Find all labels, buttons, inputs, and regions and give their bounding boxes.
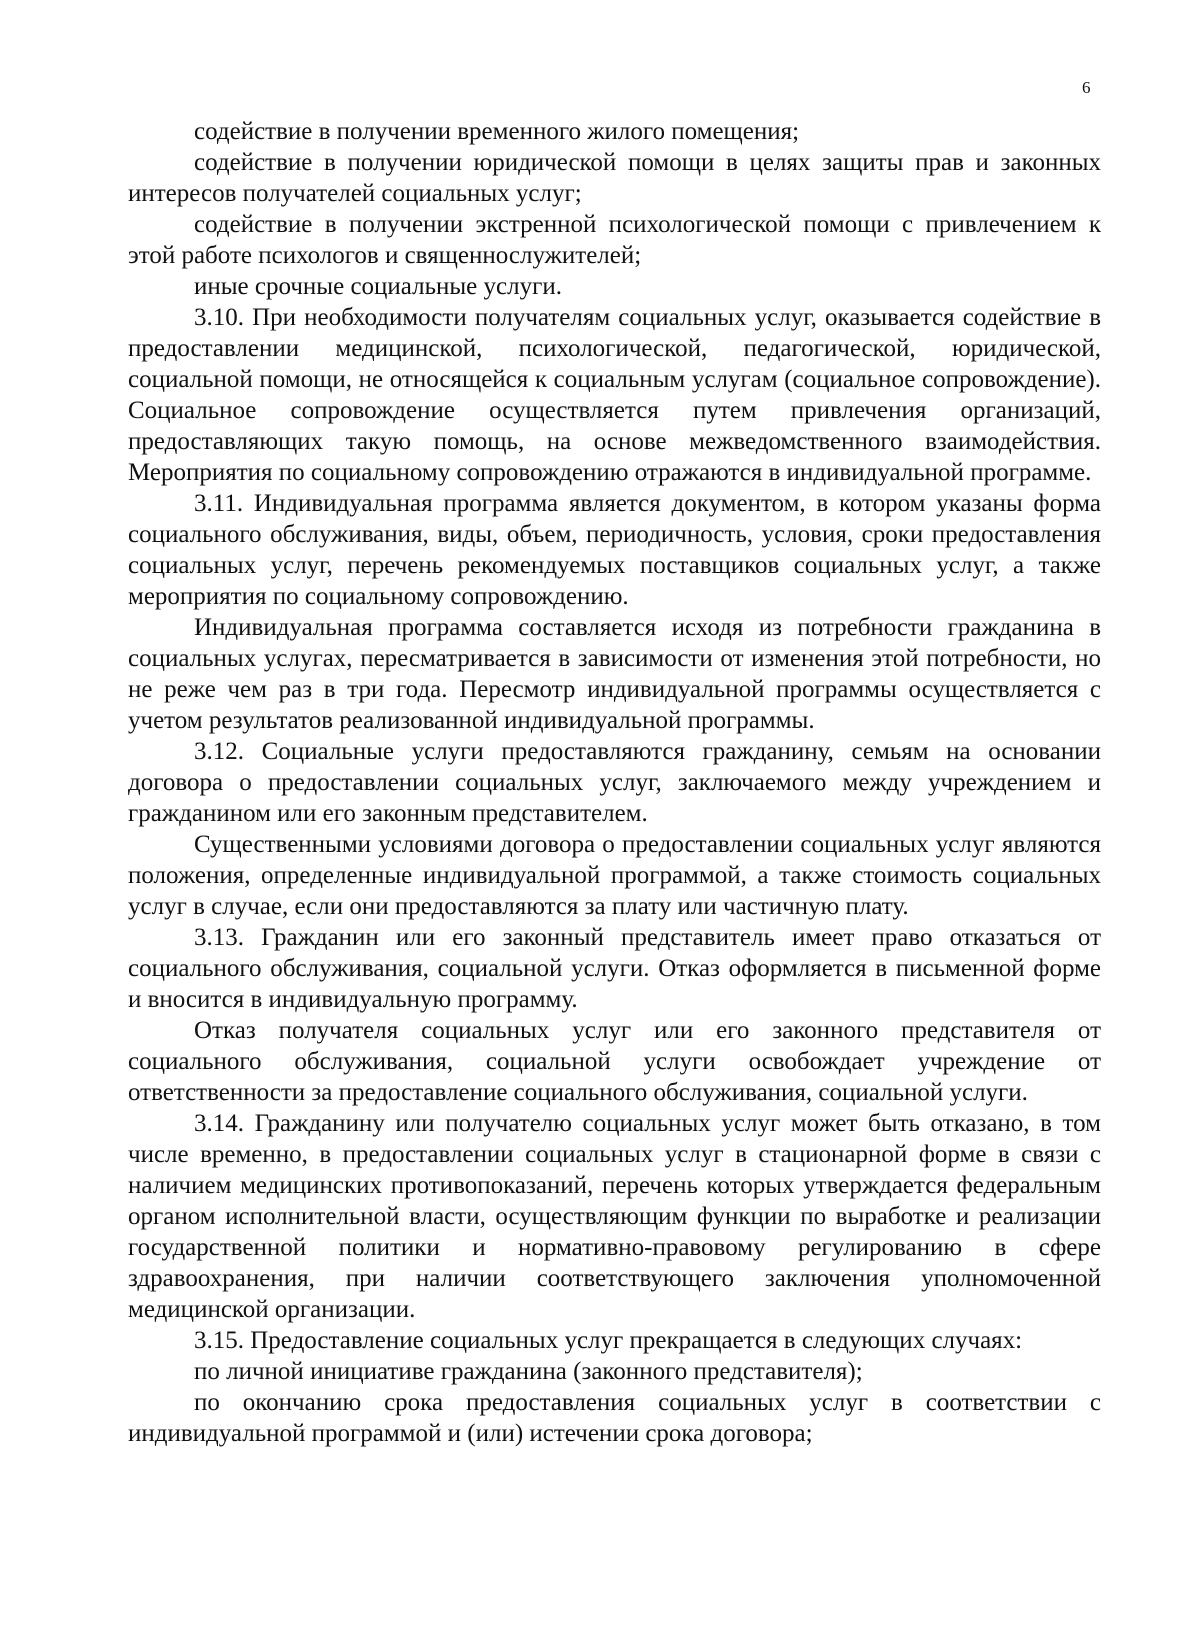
paragraph-other-urgent-services: иные срочные социальные услуги.	[194, 273, 562, 300]
document-body	[128, 116, 1101, 1449]
page-number: 6	[1082, 78, 1091, 97]
paragraph-3-12: 3.12. Социальные услуги предоставляются гражданину, семьям на основании договора о предоставлении социальных услуг, заключаемого между учреждением и гражданином или его законным представителем.	[128, 738, 1101, 827]
paragraph-3-14: 3.14. Гражданину или получателю социальных услуг может быть отказано, в том числе временно, в предоставлении социальных услуг в стационарной форме в связи с наличием медицинских противопоказаний, перечень которых утверждается федеральным органом исполнительной власти, осуществляющим функции по выработке и реализации государственной политики и нормативно-правовому регулированию в сфере здравоохранения, при наличии соответствующего заключения уполномоченной медицинской организации.	[128, 1110, 1101, 1323]
paragraph-contract-conditions: Существенными условиями договора о предоставлении социальных услуг являются положения, определенные индивидуальной программой, а также стоимость социальных услуг в случае, если они предоставляются за плату или частичную плату.	[128, 831, 1101, 920]
paragraph-3-11: 3.11. Индивидуальная программа является документом, в котором указаны форма социального обслуживания, виды, объем, периодичность, условия, сроки предоставления социальных услуг, перечень рекомендуемых поставщиков социальных услуг, а также мероприятия по социальному сопровождению.	[128, 490, 1101, 610]
paragraph-temporary-housing: содействие в получении временного жилого помещения;	[194, 118, 800, 145]
paragraph-3-10: 3.10. При необходимости получателям социальных услуг, оказывается содействие в предоставлении медицинской, психологической, педагогической, юридической, социальной помощи, не относящейся к социальным услугам (социальное сопровождение). Социальное сопровождение осуществляется путем привлечения организаций, предоставляющих такую помощь, на основе межведомственного взаимодействия. Мероприятия по социальному сопровождению отражаются в индивидуальной программе.	[128, 304, 1101, 486]
paragraph-refusal: Отказ получателя социальных услуг или его законного представителя от социального обслуживания, социальной услуги освобождает учреждение от ответственности за предоставление социального обслуживания, социальной услуги.	[128, 1017, 1101, 1106]
paragraph-legal-aid: содействие в получении юридической помощи в целях защиты прав и законных интересов получателей социальных услуг;	[128, 149, 1101, 207]
paragraph-individual-program: Индивидуальная программа составляется исходя из потребности гражданина в социальных услугах, пересматривается в зависимости от изменения этой потребности, но не реже чем раз в три года. Пересмотр индивидуальной программы осуществляется с учетом результатов реализованной индивидуальной программы.	[128, 614, 1101, 734]
paragraph-3-15: 3.15. Предоставление социальных услуг прекращается в следующих случаях:	[194, 1327, 1023, 1354]
paragraph-term-expiry: по окончанию срока предоставления социальных услуг в соответствии с индивидуальной программой и (или) истечении срока договора;	[128, 1389, 1101, 1447]
paragraph-psychological-aid: содействие в получении экстренной психологической помощи с привлечением к этой работе психологов и священнослужителей;	[128, 211, 1101, 269]
paragraph-personal-initiative: по личной инициативе гражданина (законного представителя);	[194, 1358, 863, 1385]
paragraph-3-13: 3.13. Гражданин или его законный представитель имеет право отказаться от социального обслуживания, социальной услуги. Отказ оформляется в письменной форме и вносится в индивидуальную программу.	[128, 924, 1101, 1013]
